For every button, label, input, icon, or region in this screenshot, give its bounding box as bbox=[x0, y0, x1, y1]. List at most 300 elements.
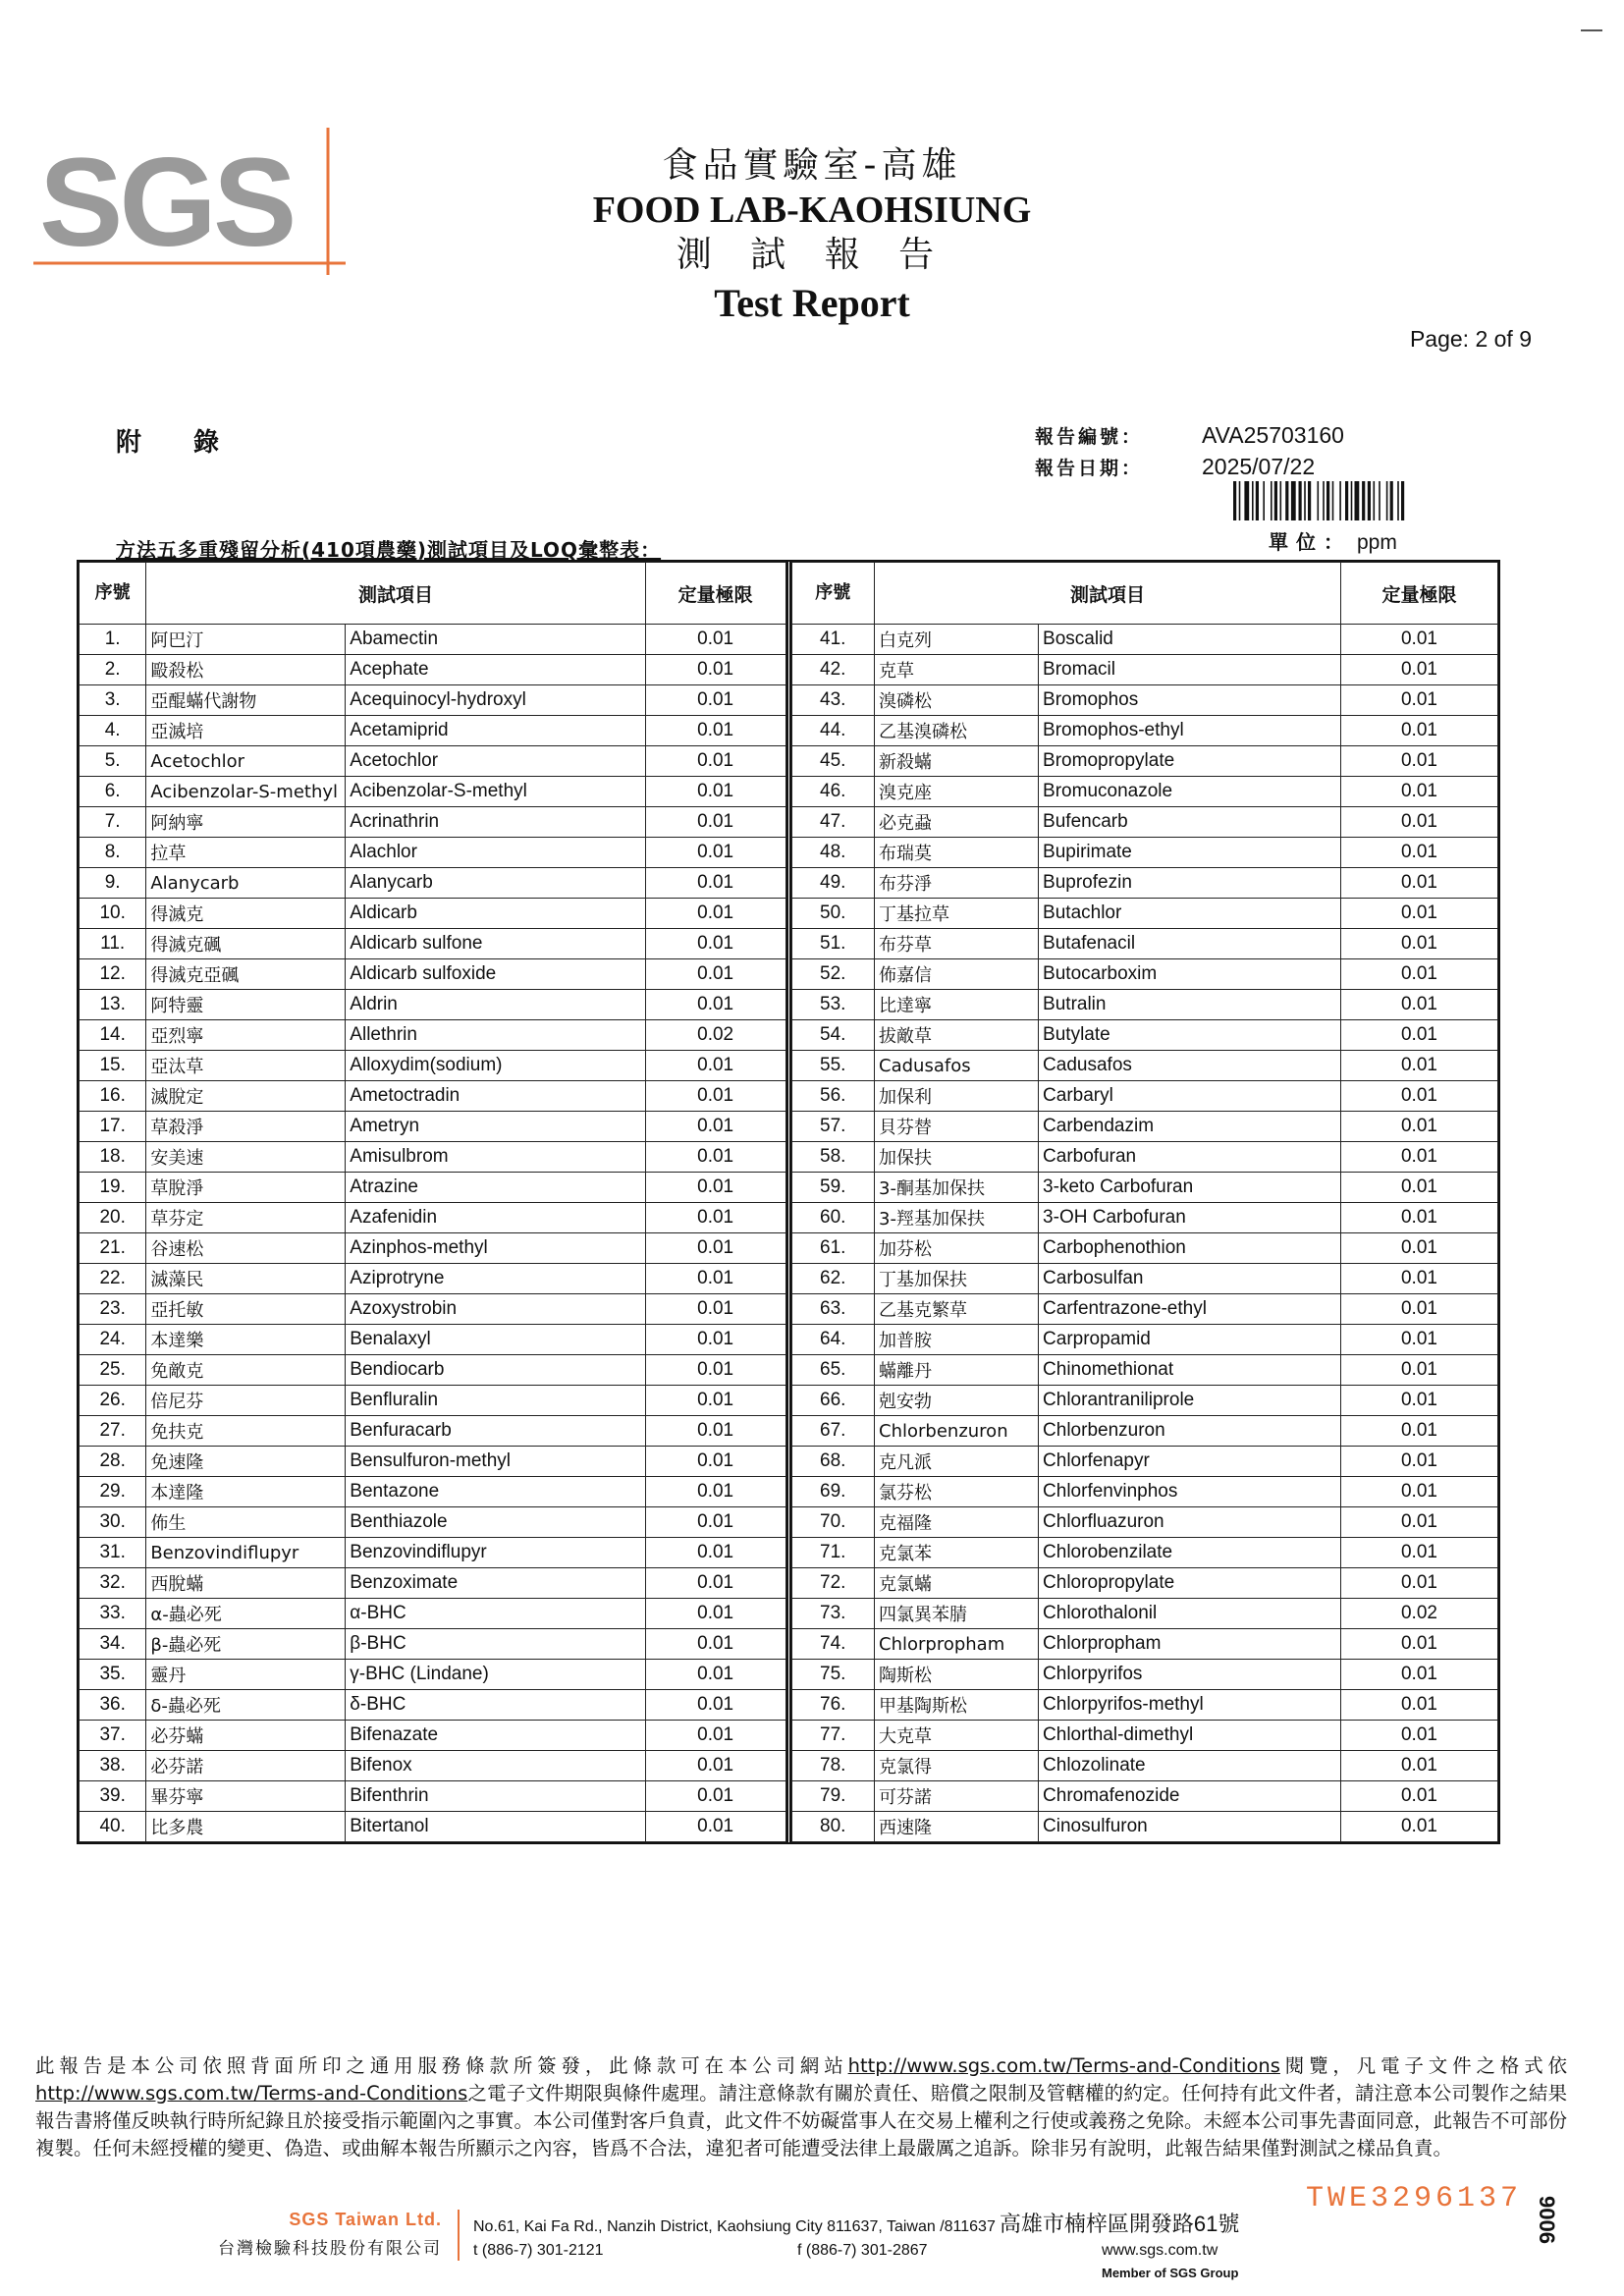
table-row bbox=[80, 1051, 786, 1081]
cell-loq: 0.01 bbox=[645, 1081, 785, 1112]
table-row bbox=[80, 1660, 786, 1690]
cell-loq: 0.01 bbox=[1340, 1660, 1497, 1690]
cell-loq: 0.01 bbox=[1340, 1447, 1497, 1477]
table-row bbox=[791, 929, 1498, 959]
cell-name-en: Benzovindiflupyr bbox=[346, 1538, 645, 1568]
cell-no: 4. bbox=[80, 716, 146, 746]
cell-name-zh: 加保扶 bbox=[875, 1142, 1039, 1173]
cell-name-en: Benthiazole bbox=[346, 1507, 645, 1538]
cell-loq: 0.01 bbox=[645, 1507, 785, 1538]
cell-no: 63. bbox=[791, 1294, 875, 1325]
cell-no: 44. bbox=[791, 716, 875, 746]
cell-name-en: Butachlor bbox=[1039, 899, 1341, 929]
cell-name-en: Boscalid bbox=[1039, 625, 1341, 655]
cell-name-en: γ-BHC (Lindane) bbox=[346, 1660, 645, 1690]
cell-loq: 0.01 bbox=[645, 1233, 785, 1264]
cell-loq: 0.01 bbox=[1340, 1507, 1497, 1538]
cell-loq: 0.01 bbox=[645, 1477, 785, 1507]
cell-name-zh: 加芬松 bbox=[875, 1233, 1039, 1264]
table-right bbox=[786, 562, 1499, 1842]
table-row bbox=[791, 1355, 1498, 1386]
address-block bbox=[473, 2208, 1357, 2260]
table-row bbox=[791, 1386, 1498, 1416]
cell-no: 34. bbox=[80, 1629, 146, 1660]
table-row bbox=[791, 1690, 1498, 1721]
cell-loq: 0.01 bbox=[645, 868, 785, 899]
table-row bbox=[80, 1416, 786, 1447]
table-row bbox=[80, 1081, 786, 1112]
cell-no: 1. bbox=[80, 625, 146, 655]
cell-name-zh: 西速隆 bbox=[875, 1812, 1039, 1842]
table-row bbox=[80, 1325, 786, 1355]
cell-loq: 0.01 bbox=[1340, 1294, 1497, 1325]
cell-name-zh: 溴克座 bbox=[875, 777, 1039, 807]
table-row bbox=[80, 1447, 786, 1477]
cell-no: 58. bbox=[791, 1142, 875, 1173]
table-row bbox=[791, 1051, 1498, 1081]
cell-name-en: Acetamiprid bbox=[346, 716, 645, 746]
company-name-en: SGS Taiwan Ltd. bbox=[289, 2210, 442, 2229]
cell-name-zh: α-蟲必死 bbox=[146, 1599, 346, 1629]
table-row bbox=[80, 838, 786, 868]
table-row bbox=[80, 1142, 786, 1173]
cell-name-en: Alloxydim(sodium) bbox=[346, 1051, 645, 1081]
table-row bbox=[791, 1751, 1498, 1781]
table-row bbox=[791, 868, 1498, 899]
cell-name-en: Chlorfenapyr bbox=[1039, 1447, 1341, 1477]
cell-name-en: Ametryn bbox=[346, 1112, 645, 1142]
cell-no: 51. bbox=[791, 929, 875, 959]
title-zh: 食品實驗室-高雄 bbox=[662, 145, 962, 186]
appendix-label: 附 錄 bbox=[116, 428, 242, 458]
cell-loq: 0.01 bbox=[645, 1386, 785, 1416]
report-date-label: 報告日期： bbox=[1035, 457, 1144, 479]
cell-loq: 0.01 bbox=[645, 959, 785, 990]
cell-no: 20. bbox=[80, 1203, 146, 1233]
cell-no: 80. bbox=[791, 1812, 875, 1842]
cell-loq: 0.01 bbox=[645, 807, 785, 838]
cell-name-zh: 比多農 bbox=[146, 1812, 346, 1842]
cell-name-zh: 丁基拉草 bbox=[875, 899, 1039, 929]
table-row bbox=[80, 959, 786, 990]
cell-loq: 0.01 bbox=[645, 1173, 785, 1203]
cell-no: 17. bbox=[80, 1112, 146, 1142]
cell-loq: 0.01 bbox=[645, 990, 785, 1020]
cell-loq: 0.01 bbox=[645, 1447, 785, 1477]
cell-loq: 0.01 bbox=[1340, 1020, 1497, 1051]
unit-value: ppm bbox=[1357, 531, 1397, 554]
cell-name-zh: 亞醌蟎代謝物 bbox=[146, 685, 346, 716]
table-row bbox=[80, 899, 786, 929]
cell-loq: 0.01 bbox=[1340, 1355, 1497, 1386]
cell-name-zh: 蟎離丹 bbox=[875, 1355, 1039, 1386]
table-row bbox=[80, 1568, 786, 1599]
cell-name-en: 3-OH Carbofuran bbox=[1039, 1203, 1341, 1233]
cell-name-zh: 安美速 bbox=[146, 1142, 346, 1173]
cell-loq: 0.01 bbox=[645, 685, 785, 716]
cell-no: 31. bbox=[80, 1538, 146, 1568]
cell-name-zh: 滅藻民 bbox=[146, 1264, 346, 1294]
cell-name-zh: 亞汰草 bbox=[146, 1051, 346, 1081]
cell-loq: 0.01 bbox=[1340, 1203, 1497, 1233]
cell-name-en: Buprofezin bbox=[1039, 868, 1341, 899]
cell-name-zh: β-蟲必死 bbox=[146, 1629, 346, 1660]
cell-name-zh: Chlorpropham bbox=[875, 1629, 1039, 1660]
barcode bbox=[1233, 481, 1455, 520]
cell-no: 30. bbox=[80, 1507, 146, 1538]
cell-name-zh: 3-羥基加保扶 bbox=[875, 1203, 1039, 1233]
table-left bbox=[79, 562, 786, 1842]
cell-loq: 0.01 bbox=[1340, 990, 1497, 1020]
cell-no: 67. bbox=[791, 1416, 875, 1447]
table-row bbox=[791, 1721, 1498, 1751]
cell-name-en: Bupirimate bbox=[1039, 838, 1341, 868]
cell-name-en: Acequinocyl-hydroxyl bbox=[346, 685, 645, 716]
cell-name-en: Carbendazim bbox=[1039, 1112, 1341, 1142]
cell-loq: 0.01 bbox=[1340, 777, 1497, 807]
cell-loq: 0.01 bbox=[1340, 1721, 1497, 1751]
cell-name-en: Chlorpropham bbox=[1039, 1629, 1341, 1660]
cell-name-en: Aldicarb sulfone bbox=[346, 929, 645, 959]
cell-loq: 0.01 bbox=[1340, 1416, 1497, 1447]
cell-loq: 0.01 bbox=[645, 1416, 785, 1447]
cell-name-zh: 新殺蟎 bbox=[875, 746, 1039, 777]
disclaimer-part-3: 之電子文件期限與條件處理。請注意條款有關於責任、賠償之限制及管轄權的約定。任何持有此文件者，請注意本公司製作之結果報告書將僅反映執行時所紀錄且於接受指示範圍內之事實。本公司僅對客戶負責，此文件不妨礙當事人在交易上權利之行使或義務之免除。未經本公司事先書面同意，此報告不可部份複製。任何未經授權的變更、偽造、或曲解本報告所顯示之內容，皆爲不合法，違犯者可能遭受法律上最嚴厲之追訴。除非另有說明，此報告結果僅對測試之樣品負責。 bbox=[35, 2082, 1568, 2159]
cell-no: 16. bbox=[80, 1081, 146, 1112]
cell-name-en: Bromophos bbox=[1039, 685, 1341, 716]
table-row bbox=[791, 685, 1498, 716]
cell-name-zh: 布芬草 bbox=[875, 929, 1039, 959]
cell-no: 73. bbox=[791, 1599, 875, 1629]
cell-no: 48. bbox=[791, 838, 875, 868]
cell-name-en: Acrinathrin bbox=[346, 807, 645, 838]
table-row bbox=[791, 1416, 1498, 1447]
report-no-value: AVA25703160 bbox=[1202, 421, 1344, 448]
table-row bbox=[791, 959, 1498, 990]
cell-no: 7. bbox=[80, 807, 146, 838]
cell-name-zh: 大克草 bbox=[875, 1721, 1039, 1751]
cell-no: 61. bbox=[791, 1233, 875, 1264]
cell-no: 74. bbox=[791, 1629, 875, 1660]
cell-no: 14. bbox=[80, 1020, 146, 1051]
company-block bbox=[177, 2210, 442, 2259]
cell-no: 46. bbox=[791, 777, 875, 807]
cell-loq: 0.01 bbox=[645, 1112, 785, 1142]
cell-no: 15. bbox=[80, 1051, 146, 1081]
cell-name-en: Bendiocarb bbox=[346, 1355, 645, 1386]
cell-name-zh: 草芬定 bbox=[146, 1203, 346, 1233]
cell-name-zh: 必芬蟎 bbox=[146, 1721, 346, 1751]
table-row bbox=[791, 899, 1498, 929]
cell-no: 3. bbox=[80, 685, 146, 716]
cell-name-zh: 陶斯松 bbox=[875, 1660, 1039, 1690]
cell-loq: 0.01 bbox=[1340, 1477, 1497, 1507]
cell-name-zh: 草殺淨 bbox=[146, 1112, 346, 1142]
cell-loq: 0.01 bbox=[1340, 1781, 1497, 1812]
cell-no: 76. bbox=[791, 1690, 875, 1721]
cell-no: 12. bbox=[80, 959, 146, 990]
cell-loq: 0.01 bbox=[1340, 959, 1497, 990]
cell-loq: 0.01 bbox=[645, 1568, 785, 1599]
cell-loq: 0.01 bbox=[1340, 1142, 1497, 1173]
address-zh: 高雄市楠梓區開發路61號 bbox=[999, 2212, 1240, 2236]
cell-no: 39. bbox=[80, 1781, 146, 1812]
cell-name-en: Bensulfuron-methyl bbox=[346, 1447, 645, 1477]
table-row bbox=[80, 868, 786, 899]
logo-text: SGS bbox=[39, 133, 294, 273]
table-row bbox=[791, 1142, 1498, 1173]
cell-no: 71. bbox=[791, 1538, 875, 1568]
cell-loq: 0.01 bbox=[645, 1599, 785, 1629]
cell-no: 43. bbox=[791, 685, 875, 716]
table-row bbox=[791, 1599, 1498, 1629]
cell-no: 32. bbox=[80, 1568, 146, 1599]
cell-name-en: Acephate bbox=[346, 655, 645, 685]
terms-link-1[interactable]: http://www.sgs.com.tw/Terms-and-Conditions bbox=[847, 2054, 1280, 2077]
cell-loq: 0.01 bbox=[645, 1660, 785, 1690]
cell-name-zh: 西脫蟎 bbox=[146, 1568, 346, 1599]
cell-name-zh: 亞烈寧 bbox=[146, 1020, 346, 1051]
cell-name-en: Alanycarb bbox=[346, 868, 645, 899]
cell-loq: 0.01 bbox=[645, 1751, 785, 1781]
table-row bbox=[80, 1507, 786, 1538]
cell-name-zh: 甲基陶斯松 bbox=[875, 1690, 1039, 1721]
cell-name-en: Carbofuran bbox=[1039, 1142, 1341, 1173]
cell-no: 28. bbox=[80, 1447, 146, 1477]
cell-no: 22. bbox=[80, 1264, 146, 1294]
cell-name-zh: 克福隆 bbox=[875, 1507, 1039, 1538]
cell-name-zh: 加保利 bbox=[875, 1081, 1039, 1112]
cell-no: 25. bbox=[80, 1355, 146, 1386]
cell-no: 66. bbox=[791, 1386, 875, 1416]
cell-name-en: Benfuracarb bbox=[346, 1416, 645, 1447]
table-row bbox=[791, 807, 1498, 838]
table-row bbox=[791, 1173, 1498, 1203]
table-row bbox=[791, 1629, 1498, 1660]
website[interactable]: www.sgs.com.tw bbox=[1102, 2242, 1218, 2259]
cell-name-zh: 阿納寧 bbox=[146, 807, 346, 838]
cell-name-en: Ametoctradin bbox=[346, 1081, 645, 1112]
cell-loq: 0.01 bbox=[645, 655, 785, 685]
cell-no: 9. bbox=[80, 868, 146, 899]
cell-name-en: Chloropropylate bbox=[1039, 1568, 1341, 1599]
cell-name-zh: 克氯蟎 bbox=[875, 1568, 1039, 1599]
cell-loq: 0.01 bbox=[645, 1142, 785, 1173]
cell-loq: 0.01 bbox=[645, 625, 785, 655]
cell-no: 53. bbox=[791, 990, 875, 1020]
table-row bbox=[791, 1233, 1498, 1264]
cell-name-en: δ-BHC bbox=[346, 1690, 645, 1721]
serial-number: TWE3296137 bbox=[1306, 2182, 1523, 2215]
cell-name-en: Bifenox bbox=[346, 1751, 645, 1781]
cell-name-en: Bufencarb bbox=[1039, 807, 1341, 838]
table-row bbox=[80, 716, 786, 746]
cell-no: 65. bbox=[791, 1355, 875, 1386]
cell-no: 56. bbox=[791, 1081, 875, 1112]
cell-loq: 0.01 bbox=[645, 929, 785, 959]
cell-name-en: Cinosulfuron bbox=[1039, 1812, 1341, 1842]
cell-loq: 0.01 bbox=[1340, 685, 1497, 716]
cell-no: 79. bbox=[791, 1781, 875, 1812]
cell-name-en: Chlorfenvinphos bbox=[1039, 1477, 1341, 1507]
cell-loq: 0.01 bbox=[645, 777, 785, 807]
cell-name-en: Chlorthal-dimethyl bbox=[1039, 1721, 1341, 1751]
cell-loq: 0.01 bbox=[1340, 1173, 1497, 1203]
table-row bbox=[80, 1355, 786, 1386]
cell-name-zh: 本達隆 bbox=[146, 1477, 346, 1507]
table-row bbox=[791, 838, 1498, 868]
cell-loq: 0.01 bbox=[1340, 1690, 1497, 1721]
cell-name-en: Cadusafos bbox=[1039, 1051, 1341, 1081]
table-row bbox=[791, 1447, 1498, 1477]
disclaimer bbox=[35, 2052, 1567, 2162]
cell-loq: 0.01 bbox=[645, 1781, 785, 1812]
cell-no: 49. bbox=[791, 868, 875, 899]
cell-name-en: Chlorantraniliprole bbox=[1039, 1386, 1341, 1416]
cell-no: 50. bbox=[791, 899, 875, 929]
cell-no: 75. bbox=[791, 1660, 875, 1690]
cell-loq: 0.01 bbox=[645, 1051, 785, 1081]
cell-no: 26. bbox=[80, 1386, 146, 1416]
table-row bbox=[791, 1538, 1498, 1568]
cell-no: 62. bbox=[791, 1264, 875, 1294]
cell-loq: 0.01 bbox=[1340, 807, 1497, 838]
cell-name-zh: 剋安勃 bbox=[875, 1386, 1039, 1416]
cell-loq: 0.01 bbox=[1340, 1112, 1497, 1142]
cell-name-en: Carbophenothion bbox=[1039, 1233, 1341, 1264]
cell-loq: 0.01 bbox=[645, 1690, 785, 1721]
cell-name-en: Azafenidin bbox=[346, 1203, 645, 1233]
cell-name-en: Benfluralin bbox=[346, 1386, 645, 1416]
table-row bbox=[80, 1721, 786, 1751]
cell-name-en: Chlorobenzilate bbox=[1039, 1538, 1341, 1568]
cell-name-en: Aldicarb sulfoxide bbox=[346, 959, 645, 990]
cell-name-en: 3-keto Carbofuran bbox=[1039, 1173, 1341, 1203]
cell-name-zh: 溴磷松 bbox=[875, 685, 1039, 716]
cell-name-zh: δ-蟲必死 bbox=[146, 1690, 346, 1721]
cell-name-zh: 必克蝨 bbox=[875, 807, 1039, 838]
table-row bbox=[80, 1477, 786, 1507]
cell-no: 78. bbox=[791, 1751, 875, 1781]
cell-no: 45. bbox=[791, 746, 875, 777]
cell-name-en: Azinphos-methyl bbox=[346, 1233, 645, 1264]
cell-loq: 0.01 bbox=[1340, 899, 1497, 929]
cell-name-en: Chlorothalonil bbox=[1039, 1599, 1341, 1629]
cell-name-zh: 拉草 bbox=[146, 838, 346, 868]
table-row bbox=[80, 807, 786, 838]
cell-no: 29. bbox=[80, 1477, 146, 1507]
cell-no: 42. bbox=[791, 655, 875, 685]
table-title: 方法五多重殘留分析(410項農藥)測試項目及LOQ彙整表： bbox=[116, 538, 662, 562]
cell-no: 57. bbox=[791, 1112, 875, 1142]
terms-link-2[interactable]: http://www.sgs.com.tw/Terms-and-Conditions bbox=[35, 2082, 468, 2105]
cell-no: 40. bbox=[80, 1812, 146, 1842]
cell-loq: 0.01 bbox=[1340, 625, 1497, 655]
table-row bbox=[80, 1781, 786, 1812]
table-row bbox=[791, 1294, 1498, 1325]
cell-name-zh: 氯芬松 bbox=[875, 1477, 1039, 1507]
col-header-item: 測試項目 bbox=[146, 563, 645, 625]
table-row bbox=[80, 1538, 786, 1568]
cell-name-en: Aldrin bbox=[346, 990, 645, 1020]
table-row bbox=[791, 1812, 1498, 1842]
cell-name-zh: 倍尼芬 bbox=[146, 1386, 346, 1416]
cell-name-zh: 得滅克亞碸 bbox=[146, 959, 346, 990]
cell-loq: 0.01 bbox=[1340, 868, 1497, 899]
table-row bbox=[80, 1173, 786, 1203]
cell-name-zh: 本達樂 bbox=[146, 1325, 346, 1355]
cell-name-zh: 滅脫定 bbox=[146, 1081, 346, 1112]
cell-name-en: Carfentrazone-ethyl bbox=[1039, 1294, 1341, 1325]
report-header bbox=[0, 145, 1624, 326]
cell-no: 23. bbox=[80, 1294, 146, 1325]
cell-loq: 0.02 bbox=[1340, 1599, 1497, 1629]
cell-loq: 0.01 bbox=[1340, 1233, 1497, 1264]
cell-no: 33. bbox=[80, 1599, 146, 1629]
cell-loq: 0.01 bbox=[1340, 838, 1497, 868]
table-row bbox=[791, 1020, 1498, 1051]
table-row bbox=[80, 929, 786, 959]
cell-no: 60. bbox=[791, 1203, 875, 1233]
cell-loq: 0.01 bbox=[1340, 1538, 1497, 1568]
cell-name-zh: 靈丹 bbox=[146, 1660, 346, 1690]
cell-name-zh: 白克列 bbox=[875, 625, 1039, 655]
report-zh: 測 試 報 告 bbox=[676, 235, 948, 276]
table-row bbox=[80, 625, 786, 655]
cell-loq: 0.01 bbox=[1340, 1325, 1497, 1355]
cell-name-zh: 必芬諾 bbox=[146, 1751, 346, 1781]
cell-loq: 0.01 bbox=[645, 1629, 785, 1660]
cell-no: 41. bbox=[791, 625, 875, 655]
unit-label-text: 單位： bbox=[1269, 530, 1351, 554]
cell-no: 10. bbox=[80, 899, 146, 929]
report-no-label: 報告編號： bbox=[1035, 425, 1144, 448]
cell-no: 77. bbox=[791, 1721, 875, 1751]
cell-loq: 0.01 bbox=[645, 746, 785, 777]
cell-name-zh: 得滅克 bbox=[146, 899, 346, 929]
disclaimer-part-1: 此報告是本公司依照背面所印之通用服務條款所簽發，此條款可在本公司網站 bbox=[35, 2054, 848, 2077]
table-row bbox=[791, 777, 1498, 807]
cell-name-zh: 毆殺松 bbox=[146, 655, 346, 685]
address-en: No.61, Kai Fa Rd., Nanzih District, Kaohsiung City 811637, Taiwan /811637 bbox=[473, 2218, 996, 2235]
cell-no: 68. bbox=[791, 1447, 875, 1477]
cell-name-zh: 阿特靈 bbox=[146, 990, 346, 1020]
cell-name-en: Chinomethionat bbox=[1039, 1355, 1341, 1386]
cell-name-zh: 免速隆 bbox=[146, 1447, 346, 1477]
table-row bbox=[791, 655, 1498, 685]
cell-no: 47. bbox=[791, 807, 875, 838]
cell-name-en: Alachlor bbox=[346, 838, 645, 868]
cell-name-en: Butylate bbox=[1039, 1020, 1341, 1051]
cell-loq: 0.01 bbox=[1340, 1081, 1497, 1112]
cell-name-zh: 布瑞莫 bbox=[875, 838, 1039, 868]
cell-name-zh: Alanycarb bbox=[146, 868, 346, 899]
cell-no: 38. bbox=[80, 1751, 146, 1781]
cell-name-en: β-BHC bbox=[346, 1629, 645, 1660]
table-row bbox=[80, 1294, 786, 1325]
cell-name-en: α-BHC bbox=[346, 1599, 645, 1629]
cell-no: 27. bbox=[80, 1416, 146, 1447]
table-row bbox=[791, 1660, 1498, 1690]
cell-loq: 0.01 bbox=[645, 1812, 785, 1842]
cell-no: 69. bbox=[791, 1477, 875, 1507]
table-row bbox=[791, 1477, 1498, 1507]
cell-no: 54. bbox=[791, 1020, 875, 1051]
table-row bbox=[791, 716, 1498, 746]
cell-name-en: Acibenzolar-S-methyl bbox=[346, 777, 645, 807]
cell-no: 64. bbox=[791, 1325, 875, 1355]
cell-name-zh: 四氯異苯腈 bbox=[875, 1599, 1039, 1629]
